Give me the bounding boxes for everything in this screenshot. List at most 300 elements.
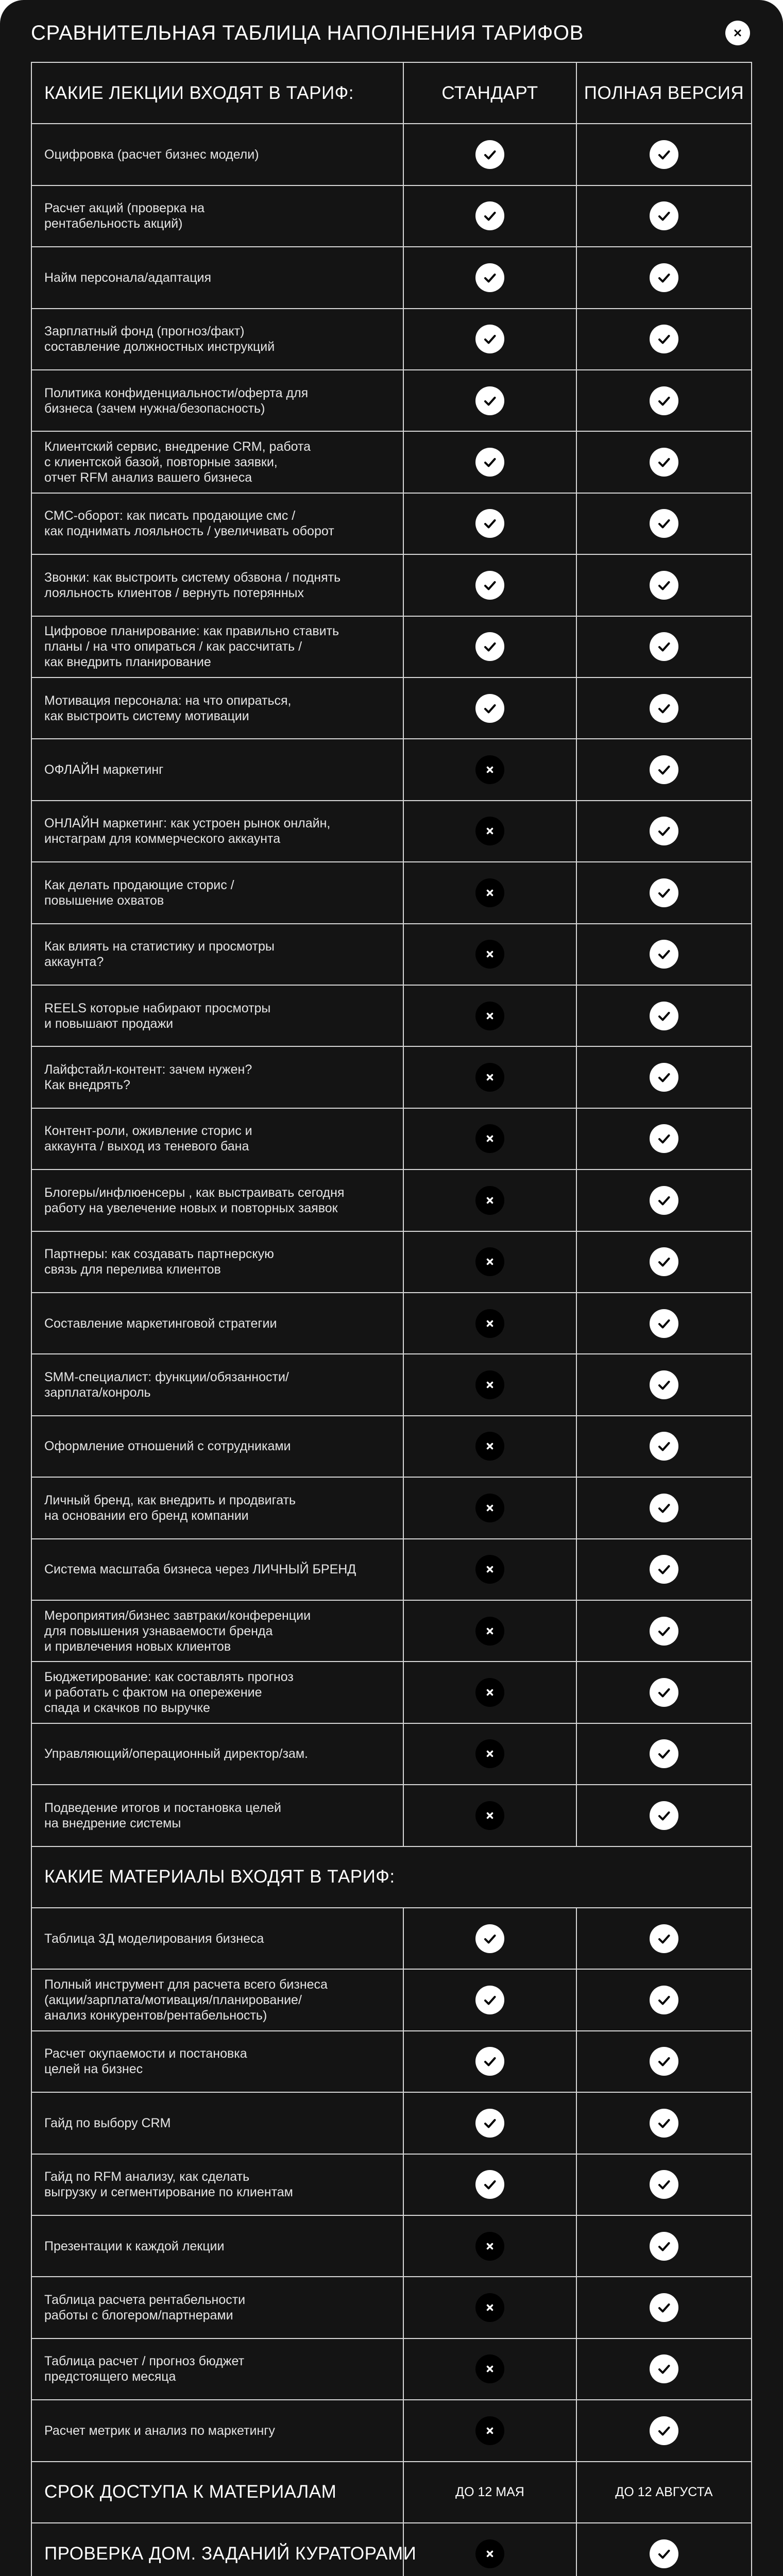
- lecture-row: [32, 247, 751, 309]
- cross-icon: [475, 1617, 504, 1646]
- standard-check-mark: [475, 448, 504, 477]
- cross-icon: [475, 1370, 504, 1399]
- full-check-mark: [650, 1309, 678, 1338]
- full-check-mark: [650, 1186, 678, 1215]
- cross-icon: [475, 1739, 504, 1768]
- full-check-mark: [650, 140, 678, 169]
- standard-cross-mark: [475, 2232, 504, 2261]
- standard-check-mark: [475, 263, 504, 292]
- full-cell: [577, 1109, 751, 1169]
- lecture-row: [32, 186, 751, 247]
- standard-check-mark: [475, 571, 504, 600]
- standard-cross-mark: [475, 1494, 504, 1522]
- lecture-row: [32, 1662, 751, 1723]
- full-check-mark: [650, 2354, 678, 2383]
- standard-cell: [404, 2339, 577, 2399]
- standard-cell: [404, 124, 577, 184]
- standard-cell: [404, 555, 577, 615]
- full-check-mark: [650, 1739, 678, 1768]
- feature-label: Партнеры: как создавать партнерскую связь для перелива клиентов: [44, 1247, 274, 1277]
- check-icon: [650, 1986, 678, 2014]
- check-icon: [650, 1494, 678, 1522]
- feature-label: Гайд по выбору CRM: [44, 2115, 171, 2130]
- material-row: [32, 2339, 751, 2400]
- full-check-mark: [650, 1494, 678, 1522]
- cross-icon: [475, 1247, 504, 1276]
- section-heading-cell: [32, 1847, 751, 1907]
- standard-cell: [404, 801, 577, 861]
- cross-icon: [475, 817, 504, 845]
- feature-cell: [32, 862, 404, 923]
- feature-label: Оцифровка (расчет бизнес модели): [44, 147, 259, 162]
- check-icon: [650, 1124, 678, 1153]
- standard-cross-mark: [475, 1063, 504, 1092]
- feature-cell: [32, 432, 404, 492]
- lecture-row: [32, 309, 751, 370]
- cross-icon: [475, 2416, 504, 2445]
- full-cell: [577, 739, 751, 800]
- check-icon: [650, 2539, 678, 2568]
- feature-label: Управляющий/операционный директор/зам.: [44, 1747, 308, 1761]
- full-check-mark: [650, 2293, 678, 2322]
- material-row: [32, 2031, 751, 2093]
- full-cell: [577, 494, 751, 554]
- full-cell: [577, 924, 751, 985]
- cross-icon: [475, 1063, 504, 1092]
- check-icon: [475, 2047, 504, 2076]
- standard-cell: [404, 2155, 577, 2215]
- full-check-mark: [650, 2539, 678, 2568]
- full-check-mark: [650, 386, 678, 415]
- feature-cell: [32, 1293, 404, 1353]
- full-cell: [577, 678, 751, 738]
- check-icon: [650, 1432, 678, 1461]
- full-check-mark: [650, 694, 678, 723]
- standard-cross-mark: [475, 1186, 504, 1215]
- standard-cross-mark: [475, 1801, 504, 1830]
- feature-label: Как влиять на статистику и просмотры аккаунта?: [44, 939, 275, 970]
- full-cell: [577, 309, 751, 369]
- standard-cross-mark: [475, 1617, 504, 1646]
- cross-icon: [475, 2293, 504, 2322]
- cross-icon: [475, 1494, 504, 1522]
- feature-label: Расчет акций (проверка на рентабельность акций): [44, 201, 205, 231]
- full-check-mark: [650, 263, 678, 292]
- lecture-row: [32, 1354, 751, 1416]
- check-icon: [650, 509, 678, 538]
- feature-cell: [32, 124, 404, 184]
- homework-label: ПРОВЕРКА ДОМ. ЗАДАНИЙ КУРАТОРАМИ: [44, 2543, 417, 2564]
- standard-cell: [404, 739, 577, 800]
- standard-cell: [404, 1293, 577, 1353]
- full-check-mark: [650, 1063, 678, 1092]
- feature-label: Гайд по RFM анализу, как сделать выгрузку и сегментирование по клиентам: [44, 2170, 293, 2200]
- standard-access-cell: [404, 2462, 577, 2522]
- feature-label: Звонки: как выстроить систему обзвона / поднять лояльность клиентов / вернуть потерянных: [44, 570, 341, 600]
- feature-label: REELS которые набирают просмотры и повышают продажи: [44, 1001, 271, 1031]
- standard-cell: [404, 247, 577, 308]
- feature-cell: [32, 801, 404, 861]
- check-icon: [650, 1247, 678, 1276]
- cross-icon: [475, 1555, 504, 1584]
- standard-cell: [404, 924, 577, 985]
- full-cell: [577, 1293, 751, 1353]
- standard-cell: [404, 2523, 577, 2576]
- full-cell: [577, 2031, 751, 2092]
- standard-check-mark: [475, 201, 504, 230]
- feature-cell: [32, 186, 404, 246]
- page-title: СРАВНИТЕЛЬНАЯ ТАБЛИЦА НАПОЛНЕНИЯ ТАРИФОВ: [31, 22, 584, 44]
- feature-cell: [32, 2031, 404, 2092]
- standard-check-mark: [475, 2109, 504, 2138]
- standard-cell: [404, 2216, 577, 2276]
- feature-label: ОНЛАЙН маркетинг: как устроен рынок онлайн, инстаграм для коммерческого аккаунта: [44, 816, 331, 846]
- header: [0, 0, 783, 62]
- full-check-mark: [650, 2047, 678, 2076]
- full-check-mark: [650, 1986, 678, 2014]
- feature-cell: [32, 1539, 404, 1600]
- cross-icon: [475, 1186, 504, 1215]
- full-check-mark: [650, 1432, 678, 1461]
- feature-label: Таблица расчет / прогноз бюджет предстоящего месяца: [44, 2354, 245, 2384]
- full-cell: [577, 1724, 751, 1784]
- standard-cell: [404, 862, 577, 923]
- full-check-mark: [650, 632, 678, 661]
- standard-cell: [404, 432, 577, 492]
- section-heading: КАКИЕ МАТЕРИАЛЫ ВХОДЯТ В ТАРИФ:: [44, 1867, 395, 1887]
- cross-icon: [475, 1309, 504, 1338]
- standard-cell: [404, 1724, 577, 1784]
- check-icon: [475, 263, 504, 292]
- feature-label: Личный бренд, как внедрить и продвигать на основании его бренд компании: [44, 1493, 296, 1523]
- standard-check-mark: [475, 1924, 504, 1953]
- standard-check-mark: [475, 2047, 504, 2076]
- full-cell: [577, 1354, 751, 1415]
- full-check-mark: [650, 1555, 678, 1584]
- check-icon: [650, 1739, 678, 1768]
- full-check-mark: [650, 448, 678, 477]
- check-icon: [650, 1063, 678, 1092]
- standard-cell: [404, 1047, 577, 1107]
- standard-cell: [404, 370, 577, 431]
- full-access-value: ДО 12 АВГУСТА: [615, 2484, 713, 2499]
- standard-cell: [404, 1478, 577, 1538]
- check-icon: [650, 1617, 678, 1646]
- full-cell: [577, 2523, 751, 2576]
- standard-cell: [404, 2031, 577, 2092]
- feature-cell: [32, 2339, 404, 2399]
- standard-cross-mark: [475, 1309, 504, 1338]
- feature-label: Полный инструмент для расчета всего бизнеса (акции/зарплата/мотивация/планирование/ анализ конкурентов/рентабельность): [44, 1977, 328, 2023]
- lecture-row: [32, 801, 751, 862]
- material-row: [32, 2155, 751, 2216]
- full-cell: [577, 2400, 751, 2461]
- cross-icon: [475, 2232, 504, 2261]
- feature-cell: [32, 1662, 404, 1722]
- feature-label: Таблица 3Д моделирования бизнеса: [44, 1931, 264, 1946]
- lecture-row: [32, 1109, 751, 1170]
- full-check-mark: [650, 1124, 678, 1153]
- full-cell: [577, 1601, 751, 1661]
- standard-cell: [404, 678, 577, 738]
- check-icon: [650, 2354, 678, 2383]
- feature-cell: [32, 309, 404, 369]
- check-icon: [650, 2293, 678, 2322]
- standard-cell: [404, 494, 577, 554]
- standard-cell: [404, 1662, 577, 1722]
- feature-cell: [32, 1354, 404, 1415]
- full-check-mark: [650, 940, 678, 969]
- full-check-mark: [650, 325, 678, 353]
- feature-cell: [32, 924, 404, 985]
- check-icon: [650, 263, 678, 292]
- standard-cell: [404, 1539, 577, 1600]
- lecture-row: [32, 124, 751, 185]
- standard-cross-mark: [475, 940, 504, 969]
- check-icon: [475, 448, 504, 477]
- standard-cross-mark: [475, 817, 504, 845]
- feature-cell: [32, 1724, 404, 1784]
- check-icon: [650, 878, 678, 907]
- check-icon: [650, 325, 678, 353]
- full-cell: [577, 1478, 751, 1538]
- feature-label: Составление маркетинговой стратегии: [44, 1316, 277, 1331]
- standard-cross-mark: [475, 1678, 504, 1707]
- feature-cell: [32, 494, 404, 554]
- access-row: [32, 2462, 751, 2523]
- full-cell: [577, 1416, 751, 1477]
- standard-cell: [404, 1354, 577, 1415]
- full-check-mark: [650, 1678, 678, 1707]
- standard-cross-mark: [475, 2293, 504, 2322]
- table-header-row: [32, 63, 751, 124]
- feature-cell: [32, 2216, 404, 2276]
- feature-label: Политика конфиденциальности/оферта для бизнеса (зачем нужна/безопасность): [44, 385, 309, 416]
- full-check-mark: [650, 2232, 678, 2261]
- feature-label: SMM-специалист: функции/обязанности/ зарплата/конроль: [44, 1370, 289, 1400]
- check-icon: [475, 509, 504, 538]
- full-cell: [577, 1539, 751, 1600]
- lecture-row: [32, 1601, 751, 1662]
- feature-cell: [32, 247, 404, 308]
- access-label-cell: [32, 2462, 404, 2522]
- full-cell: [577, 1662, 751, 1722]
- check-icon: [475, 571, 504, 600]
- check-icon: [650, 632, 678, 661]
- material-row: [32, 1970, 751, 2031]
- cross-icon: [475, 1678, 504, 1707]
- feature-label: Мотивация персонала: на что опираться, как выстроить систему мотивации: [44, 693, 292, 723]
- full-cell: [577, 986, 751, 1046]
- standard-cross-mark: [475, 1002, 504, 1030]
- standard-cell: [404, 1232, 577, 1292]
- material-row: [32, 2093, 751, 2154]
- feature-cell: [32, 555, 404, 615]
- feature-label: Контент-роли, оживление сторис и аккаунта / выход из теневого бана: [44, 1124, 252, 1154]
- full-cell: [577, 801, 751, 861]
- check-icon: [650, 571, 678, 600]
- lecture-row: [32, 739, 751, 801]
- standard-cell: [404, 2277, 577, 2337]
- check-icon: [650, 1002, 678, 1030]
- standard-check-mark: [475, 632, 504, 661]
- check-icon: [475, 2109, 504, 2138]
- material-row: [32, 2400, 751, 2462]
- standard-heading-cell: [404, 63, 577, 123]
- feature-label: Расчет метрик и анализ по маркетингу: [44, 2423, 275, 2438]
- standard-check-mark: [475, 2170, 504, 2199]
- full-check-mark: [650, 1617, 678, 1646]
- standard-cross-mark: [475, 1555, 504, 1584]
- standard-column-heading: СТАНДАРТ: [441, 82, 538, 103]
- standard-cross-mark: [475, 2416, 504, 2445]
- check-icon: [650, 2416, 678, 2445]
- feature-label: Клиентский сервис, внедрение CRM, работа с клиентской базой, повторные заявки, отчет RFM анализ вашего бизнеса: [44, 439, 311, 485]
- check-icon: [650, 940, 678, 969]
- check-icon: [475, 1986, 504, 2014]
- cross-icon: [475, 2354, 504, 2383]
- full-check-mark: [650, 817, 678, 845]
- lecture-row: [32, 862, 751, 924]
- full-cell: [577, 1232, 751, 1292]
- lecture-row: [32, 678, 751, 739]
- feature-label: Бюджетирование: как составлять прогноз и работать с фактом на опережение спада и скачков по выручке: [44, 1670, 294, 1716]
- standard-cell: [404, 309, 577, 369]
- feature-label: ОФЛАЙН маркетинг: [44, 762, 164, 777]
- check-icon: [650, 694, 678, 723]
- standard-cell: [404, 2400, 577, 2461]
- homework-label-cell: [32, 2523, 417, 2576]
- feature-label: Лайфстайл-контент: зачем нужен? Как внедрять?: [44, 1062, 252, 1093]
- lecture-row: [32, 494, 751, 555]
- materials-section-heading: [32, 1847, 751, 1908]
- full-check-mark: [650, 201, 678, 230]
- full-column-heading: ПОЛНАЯ ВЕРСИЯ: [584, 82, 744, 103]
- check-icon: [650, 1370, 678, 1399]
- check-icon: [650, 2047, 678, 2076]
- feature-cell: [32, 678, 404, 738]
- feature-cell: [32, 1416, 404, 1477]
- full-cell: [577, 555, 751, 615]
- full-heading-cell: [577, 63, 751, 123]
- full-cell: [577, 186, 751, 246]
- feature-cell: [32, 1908, 404, 1969]
- feature-label: Презентации к каждой лекции: [44, 2239, 225, 2253]
- check-icon: [650, 2232, 678, 2261]
- cross-icon: [475, 1124, 504, 1153]
- standard-cell: [404, 986, 577, 1046]
- standard-cross-mark: [475, 2539, 504, 2568]
- feature-label: Система масштаба бизнеса через ЛИЧНЫЙ БРЕНД: [44, 1562, 356, 1577]
- feature-cell: [32, 2093, 404, 2153]
- full-cell: [577, 1908, 751, 1969]
- standard-cross-mark: [475, 2354, 504, 2383]
- standard-cell: [404, 1601, 577, 1661]
- check-icon: [650, 140, 678, 169]
- lecture-row: [32, 1785, 751, 1846]
- lecture-row: [32, 617, 751, 678]
- lecture-row: [32, 432, 751, 493]
- check-icon: [650, 201, 678, 230]
- feature-cell: [32, 2155, 404, 2215]
- full-check-mark: [650, 1247, 678, 1276]
- full-cell: [577, 2277, 751, 2337]
- feature-label: Цифровое планирование: как правильно ставить планы / на что опираться / как рассчитать / как внедрить планирование: [44, 624, 339, 670]
- check-icon: [650, 1801, 678, 1830]
- standard-cross-mark: [475, 1432, 504, 1461]
- full-access-cell: [577, 2462, 751, 2522]
- full-check-mark: [650, 878, 678, 907]
- lecture-row: [32, 924, 751, 986]
- full-cell: [577, 2093, 751, 2153]
- full-cell: [577, 1170, 751, 1230]
- standard-cell: [404, 1109, 577, 1169]
- lectures-heading: КАКИЕ ЛЕКЦИИ ВХОДЯТ В ТАРИФ:: [44, 82, 354, 103]
- standard-cell: [404, 1970, 577, 2030]
- lecture-row: [32, 1232, 751, 1293]
- material-row: [32, 2277, 751, 2338]
- lecture-row: [32, 1170, 751, 1231]
- standard-cell: [404, 186, 577, 246]
- feature-cell: [32, 986, 404, 1046]
- tariff-table: [31, 62, 752, 2576]
- standard-cross-mark: [475, 1370, 504, 1399]
- standard-cross-mark: [475, 1124, 504, 1153]
- standard-check-mark: [475, 325, 504, 353]
- material-row: [32, 1908, 751, 1970]
- feature-cell: [32, 1047, 404, 1107]
- full-cell: [577, 1970, 751, 2030]
- feature-label: Найм персонала/адаптация: [44, 270, 212, 285]
- feature-cell: [32, 1601, 404, 1661]
- check-icon: [475, 694, 504, 723]
- check-icon: [475, 632, 504, 661]
- standard-cell: [404, 1170, 577, 1230]
- full-cell: [577, 247, 751, 308]
- full-check-mark: [650, 2416, 678, 2445]
- full-check-mark: [650, 1924, 678, 1953]
- feature-cell: [32, 1970, 404, 2030]
- standard-cell: [404, 1785, 577, 1845]
- close-button[interactable]: [725, 21, 750, 45]
- check-icon: [475, 386, 504, 415]
- check-icon: [475, 2170, 504, 2199]
- lecture-row: [32, 1724, 751, 1785]
- full-cell: [577, 862, 751, 923]
- standard-cross-mark: [475, 755, 504, 784]
- cross-icon: [475, 878, 504, 907]
- full-cell: [577, 432, 751, 492]
- lecture-row: [32, 1047, 751, 1108]
- standard-cell: [404, 2093, 577, 2153]
- feature-cell: [32, 1478, 404, 1538]
- lecture-row: [32, 555, 751, 616]
- feature-cell: [32, 617, 404, 677]
- feature-label: Подведение итогов и постановка целей на внедрение системы: [44, 1800, 281, 1831]
- feature-label: Таблица расчета рентабельности работы с блогером/партнерами: [44, 2293, 246, 2323]
- full-check-mark: [650, 509, 678, 538]
- access-label: СРОК ДОСТУПА К МАТЕРИАЛАМ: [44, 2482, 337, 2502]
- check-icon: [650, 2170, 678, 2199]
- full-cell: [577, 2155, 751, 2215]
- check-icon: [475, 201, 504, 230]
- feature-cell: [32, 2400, 404, 2461]
- cross-icon: [475, 1432, 504, 1461]
- check-icon: [650, 755, 678, 784]
- feature-cell: [32, 2277, 404, 2337]
- full-cell: [577, 124, 751, 184]
- close-icon: [733, 28, 743, 38]
